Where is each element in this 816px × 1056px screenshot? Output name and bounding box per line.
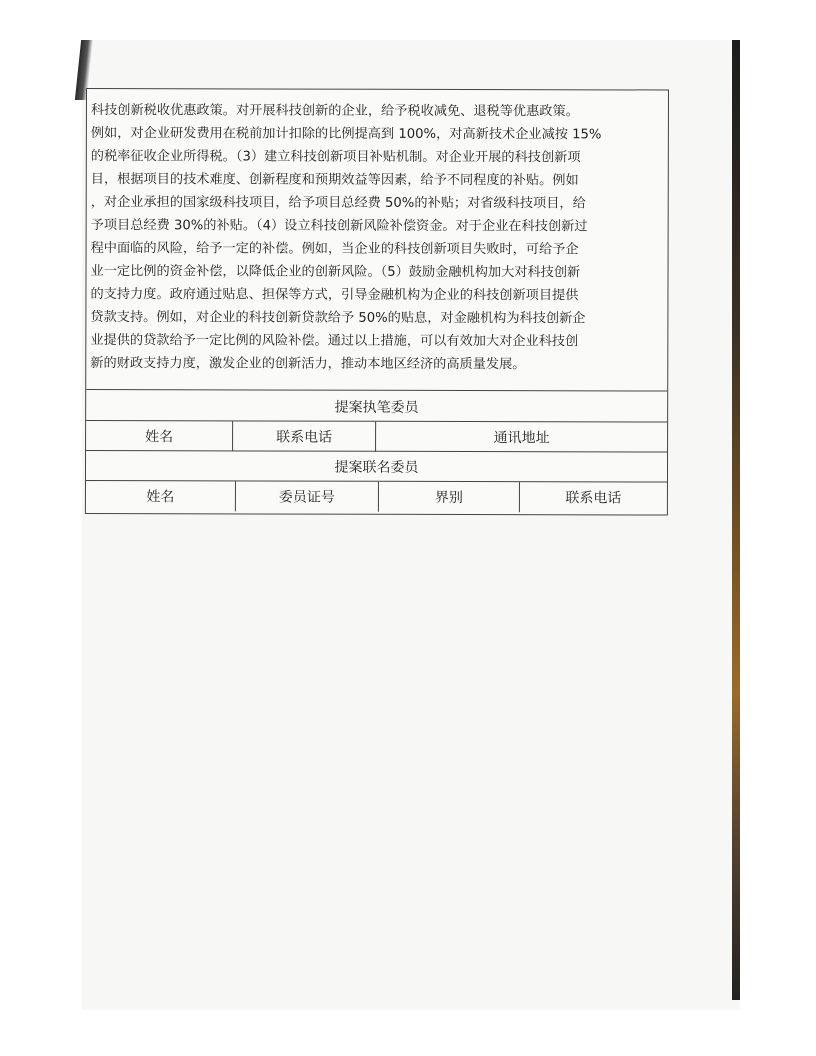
body-line: 贷款支持。例如，对企业的科技创新贷款给予 50%的贴息，对金融机构为科技创新企 (90, 310, 586, 327)
body-line: 的支持力度。政府通过贴息、担保等方式，引导金融机构为企业的科技创新项目提供 (90, 287, 579, 304)
drafter-address-header: 通讯地址 (493, 430, 550, 447)
drafter-section-title-row (86, 391, 667, 423)
proposal-form (85, 88, 669, 516)
proposal-body-text (86, 89, 668, 392)
cosigner-phone-header: 联系电话 (565, 490, 622, 507)
body-line: 新的财政支持力度，激发企业的创新活力，推动本地区经济的高质量发展。 (90, 356, 526, 373)
drafter-header-row (86, 421, 667, 453)
body-line: 业一定比例的资金补偿，以降低企业的创新风险。（5）鼓励金融机构加大对科技创新 (90, 264, 581, 281)
cosigner-id-header: 委员证号 (236, 481, 379, 511)
body-line: 例如，对企业研发费用在税前加计扣除的比例提高到 100%，对高新技术企业减按 15% (90, 126, 602, 143)
drafter-phone-header: 联系电话 (233, 421, 376, 451)
body-line: 科技创新税收优惠政策。对开展科技创新的企业，给予税收减免、退税等优惠政策。 (90, 103, 579, 120)
cosigner-header-row (86, 481, 667, 513)
body-line: 目，根据项目的技术难度、创新程度和预期效益等因素，给予不同程度的补贴。例如 (90, 172, 579, 189)
body-line: 业提供的贷款给予一定比例的风险补偿。通过以上措施，可以有效加大对企业科技创 (90, 333, 579, 350)
body-line: 予项目总经费 30%的补贴。（4）设立科技创新风险补偿资金。对于企业在科技创新过 (90, 218, 588, 235)
cosigner-sector-header: 界别 (379, 482, 520, 512)
body-line: 程中面临的风险，给予一定的补偿。例如，当企业的科技创新项目失败时，可给予企 (90, 241, 579, 258)
cosigner-name-header: 姓名 (86, 481, 236, 511)
cosigner-section-title-row (86, 451, 667, 483)
drafter-section-title: 提案执笔委员 (334, 399, 419, 416)
scan-shadow-right (732, 40, 740, 1000)
body-line: 的税率征收企业所得税。（3）建立科技创新项目补贴机制。对企业开展的科技创新项 (90, 149, 581, 166)
drafter-name-header: 姓名 (86, 421, 233, 451)
body-line: ，对企业承担的国家级科技项目，给予项目总经费 50%的补贴；对省级科技项目，给 (90, 195, 586, 212)
cosigner-section-title: 提案联名委员 (334, 459, 419, 476)
